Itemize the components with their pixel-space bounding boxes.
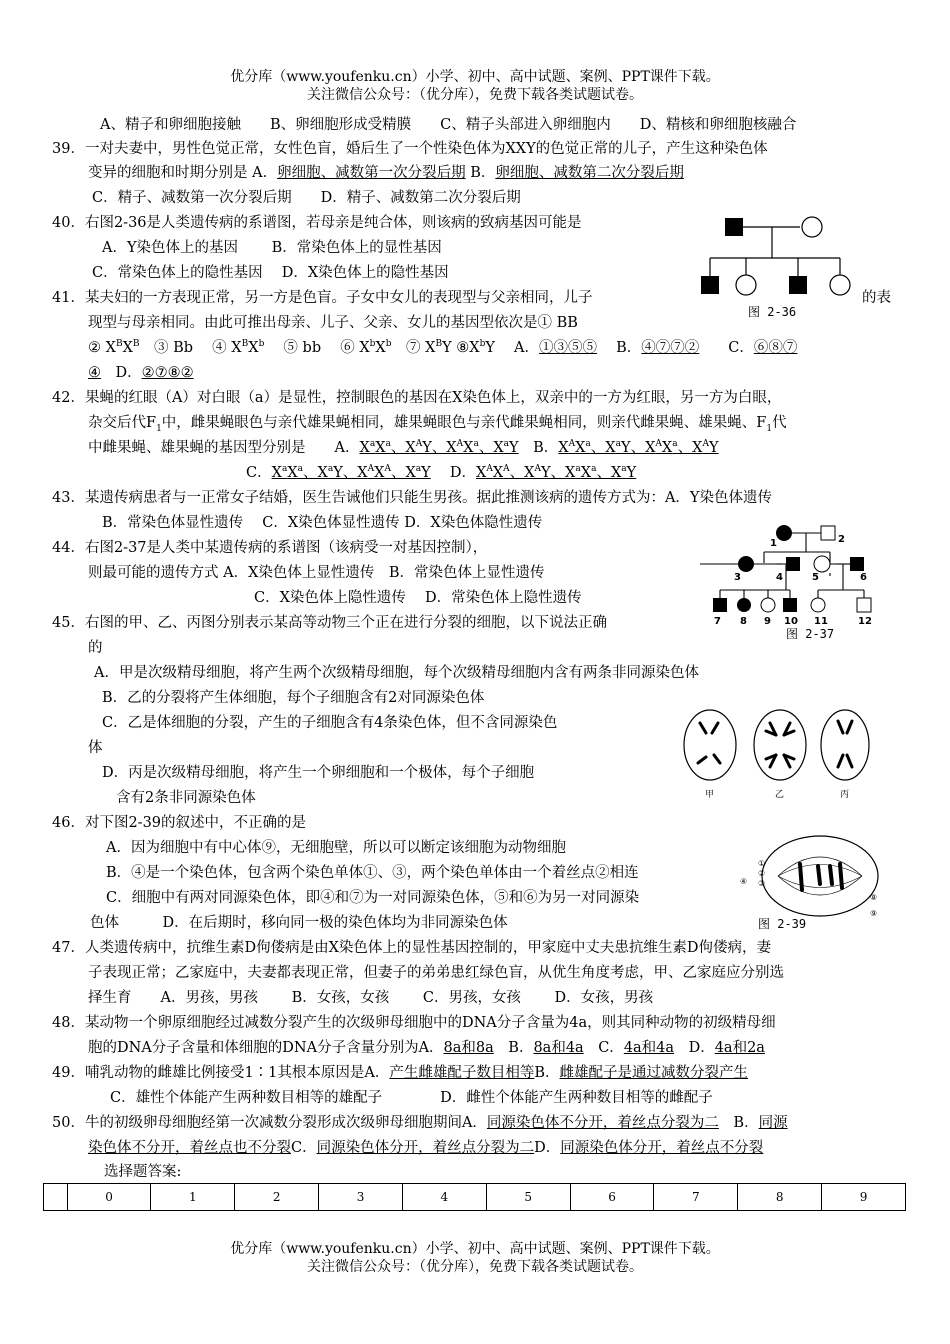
q43-options: B．常染色体显性遗传 C．X染色体显性遗传 D．X染色体隐性遗传: [102, 515, 543, 531]
daughter-normal-circle: [736, 275, 756, 295]
pedigree-figure-2-36: [690, 208, 860, 323]
q48-options: 胞的DNA分子含量和体细胞的DNA分子含量分别为A．8a和8a B．8a和4a C．4a和4a D．4a和2a: [88, 1040, 765, 1056]
answer-header-cell: [44, 1184, 68, 1211]
answer-header-cell: 5: [486, 1184, 570, 1211]
label-3: 3: [734, 572, 741, 583]
answer-header-cell: 1: [151, 1184, 235, 1211]
svg-text:①: ①: [758, 859, 766, 868]
figure-caption: 图 2-36: [748, 305, 797, 319]
q39-stem: 39．一对夫妻中，男性色觉正常，女性色盲，婚后生了一个性染色体为XXY的色觉正常的儿子，产生这种染色体: [52, 141, 768, 157]
q38-options: A、精子和卵细胞接触 B、卵细胞形成受精膜 C、精子头部进入卵细胞内 D、精核和卵细胞核融合: [100, 117, 797, 133]
q45-stem: 45．右图的甲、乙、丙图分别表示某高等动物三个正在进行分裂的细胞，以下说法正确: [52, 615, 607, 631]
svg-text:⑧: ⑧: [870, 893, 878, 902]
header-line-1: 优分库（www.youfenku.cn）小学、初中、高中试题、案例、PPT课件下载。: [230, 69, 720, 85]
label-6: 6: [860, 572, 867, 583]
q45-option-d: D．丙是次级精母细胞，将产生一个卵细胞和一个极体，每个子细胞: [102, 765, 535, 781]
q44-stem: 44．右图2-37是人类中某遗传病的系谱图（该病受一对基因控制），: [52, 540, 488, 556]
q41-option-d: ④ D．②⑦⑧②: [88, 365, 194, 381]
label-4: 4: [776, 572, 783, 583]
q42-options-cd: C．$X^aX^a$、$X^aY$、$X^AX^A$、$X^aY$ D．$X^AX^A$、$X^AY$、$X^aX^a$、$X^aY$: [246, 464, 637, 481]
q50-stem: 50．牛的初级卵母细胞经第一次减数分裂形成次级卵母细胞期间A．同源染色体不分开，着丝点分裂为二 B．同源: [52, 1115, 788, 1131]
q44-options-ab: 则最可能的遗传方式 A．X染色体上显性遗传 B．常染色体上显性遗传: [88, 565, 545, 581]
pedigree-figure-2-37: [700, 518, 890, 643]
figure-caption: 图 2-37: [786, 627, 835, 641]
answer-header-cell: 0: [67, 1184, 151, 1211]
answer-header-cell: 8: [738, 1184, 822, 1211]
q45-stem-2: 的: [88, 640, 103, 656]
q45-option-a: A．甲是次级精母细胞，将产生两个次级精母细胞，每个次级精母细胞内含有两条非同源染色体: [94, 665, 699, 681]
label-12: 12: [858, 616, 872, 627]
q45-option-d-2: 含有2条非同源染色体: [116, 790, 256, 806]
svg-text:③: ③: [758, 879, 766, 888]
q43-stem: 43．某遗传病患者与一正常女子结婚，医生告诫他们只能生男孩。据此推测该病的遗传方式为：A．Y染色体遗传: [52, 490, 772, 506]
q49-options-cd: C．雄性个体能产生两种数目相等的雄配子 D．雌性个体能产生两种数目相等的雌配子: [110, 1090, 713, 1106]
q40-options-cd: C．常染色体上的隐性基因 D．X染色体上的隐性基因: [92, 265, 449, 281]
q41-stem-2: 现型与母亲相同。由此可推出母亲、儿子、父亲、女儿的基因型依次是① BB: [88, 315, 578, 331]
answer-label: 选择题答案:: [104, 1164, 182, 1180]
q42-stem: 42．果蝇的红眼（A）对白眼（a）是显性，控制眼色的基因在X染色体上，双亲中的一方为红眼，另一方为白眼，: [52, 390, 782, 406]
q45-option-c: C．乙是体细胞的分裂，产生的子细胞含有4条染色体，但不含同源染色: [102, 715, 558, 731]
q41-stem: 41．某夫妇的一方表现正常，另一方是色盲。子女中女儿的表现型与父亲相同，儿子: [52, 290, 593, 306]
label-9: 9: [764, 616, 771, 627]
mother-normal-circle: [802, 217, 822, 237]
label-8: 8: [740, 616, 747, 627]
footer-line-2: 关注微信公众号：（优分库），免费下载各类试题试卷。: [307, 1259, 643, 1275]
cell-figure-2-39: [738, 828, 888, 930]
q44-options-cd: C．X染色体上隐性遗传 D．常染色体上隐性遗传: [254, 590, 582, 606]
label-10: 10: [784, 616, 798, 627]
q46-stem: 46．对下图2-39的叙述中，不正确的是: [52, 815, 307, 831]
svg-text:②: ②: [758, 869, 766, 878]
q41-stem-end: 的表: [862, 290, 891, 306]
answer-header-cell: 4: [402, 1184, 486, 1211]
cell-label-jia: 甲: [705, 790, 715, 800]
answer-header-cell: 7: [654, 1184, 738, 1211]
cell-label-yi: 乙: [775, 790, 785, 800]
son-affected-square: [701, 276, 719, 294]
answer-header-cell: 2: [235, 1184, 319, 1211]
daughter-normal-circle: [830, 275, 850, 295]
svg-text:⑨: ⑨: [870, 909, 878, 918]
label-7: 7: [714, 616, 721, 627]
answer-header-row: [44, 1184, 906, 1211]
label-1: 1: [770, 538, 777, 549]
q47-options: 择生育 A．男孩，男孩 B．女孩，女孩 C．男孩，女孩 D．女孩，男孩: [88, 990, 654, 1006]
q47-stem-2: 子表现正常；乙家庭中，夫妻都表现正常，但妻子的弟弟患红绿色盲，从优生角度考虑，甲、乙家庭应分别选: [88, 965, 784, 981]
answer-header-cell: 9: [822, 1184, 906, 1211]
q39-options-cd: C．精子、减数第一次分裂后期 D．精子、减数第二次分裂后期: [92, 190, 521, 206]
son-affected-square: [789, 276, 807, 294]
footer-line-1: 优分库（www.youfenku.cn）小学、初中、高中试题、案例、PPT课件下载。: [230, 1241, 720, 1257]
q46-option-c-d: 色体 D．在后期时，移向同一极的染色体均为非同源染色体: [90, 915, 508, 931]
answer-table: [43, 1183, 906, 1211]
q40-options-ab: A．Y染色体上的基因 B．常染色体上的显性基因: [102, 240, 442, 256]
q49-stem: 49．哺乳动物的雌雄比例接受1∶1其根本原因是A．产生雌雄配子数目相等B．雌雄配子是通过减数分裂产生: [52, 1065, 749, 1081]
q46-option-b: B．④是一个染色体，包含两个染色单体①、③，两个染色单体由一个着丝点②相连: [106, 865, 639, 881]
svg-text:④: ④: [740, 877, 748, 886]
label-2: 2: [838, 534, 845, 545]
header-line-2: 关注微信公众号：（优分库），免费下载各类试题试卷。: [307, 87, 643, 103]
q47-stem: 47．人类遗传病中，抗维生素D佝偻病是由X染色体上的显性基因控制的，甲家庭中丈夫患抗维生素D佝偻病，妻: [52, 940, 772, 956]
label-11: 11: [814, 616, 828, 627]
q45-option-c-2: 体: [88, 740, 103, 756]
q46-option-c: C．细胞中有两对同源染色体，即④和⑦为一对同源染色体，⑤和⑥为另一对同源染: [106, 890, 640, 906]
answer-header-cell: 3: [319, 1184, 403, 1211]
cell-label-bing: 丙: [840, 790, 850, 800]
q45-option-b: B．乙的分裂将产生体细胞，每个子细胞含有2对同源染色体: [102, 690, 485, 706]
q39-options-ab: 变异的细胞和时期分别是 A．卵细胞、减数第一次分裂后期 B．卵细胞、减数第二次分裂后期: [88, 165, 684, 181]
figure-caption: 图 2-39: [758, 917, 807, 930]
q48-stem: 48．某动物一个卵原细胞经过减数分裂产生的次级卵母细胞中的DNA分子含量为4a，则其同种动物的初级精母细: [52, 1015, 776, 1031]
q50-options: 染色体不分开，着丝点也不分裂C．同源染色体分开，着丝点分裂为二D．同源染色体分开，着丝点不分裂: [88, 1140, 764, 1156]
father-affected-square: [725, 218, 743, 236]
q41-genotypes: ② $X^BX^B$ ③ Bb ④ $X^BX^b$ ⑤ bb ⑥ $X^bX^b$ ⑦ $X^BY$ $⑧X^bY$ A．①③⑤⑤ B．④⑦⑦② C．⑥⑧⑦: [88, 339, 798, 356]
q42-stem-3: 中雌果蝇、雄果蝇的基因型分别是 A．$X^aX^a$、$X^AY$、$X^AX^a$、$X^aY$ B．$X^AX^a$、$X^aY$、$X^AX^a$、$X^AY$: [88, 439, 719, 456]
dividing-cells-figure: [680, 705, 880, 800]
q46-option-a: A．因为细胞中有中心体⑨，无细胞壁，所以可以断定该细胞为动物细胞: [106, 840, 566, 856]
answer-header-cell: 6: [570, 1184, 654, 1211]
label-5: 5: [812, 572, 819, 583]
q42-stem-2: 杂交后代$F_1$中，雌果蝇眼色与亲代雄果蝇相同，雄果蝇眼色与亲代雌果蝇相同，则亲代雌果蝇、雄果蝇、$F_1$代: [88, 415, 787, 434]
q40-stem: 40．右图2-36是人类遗传病的系谱图，若母亲是纯合体，则该病的致病基因可能是: [52, 215, 582, 231]
